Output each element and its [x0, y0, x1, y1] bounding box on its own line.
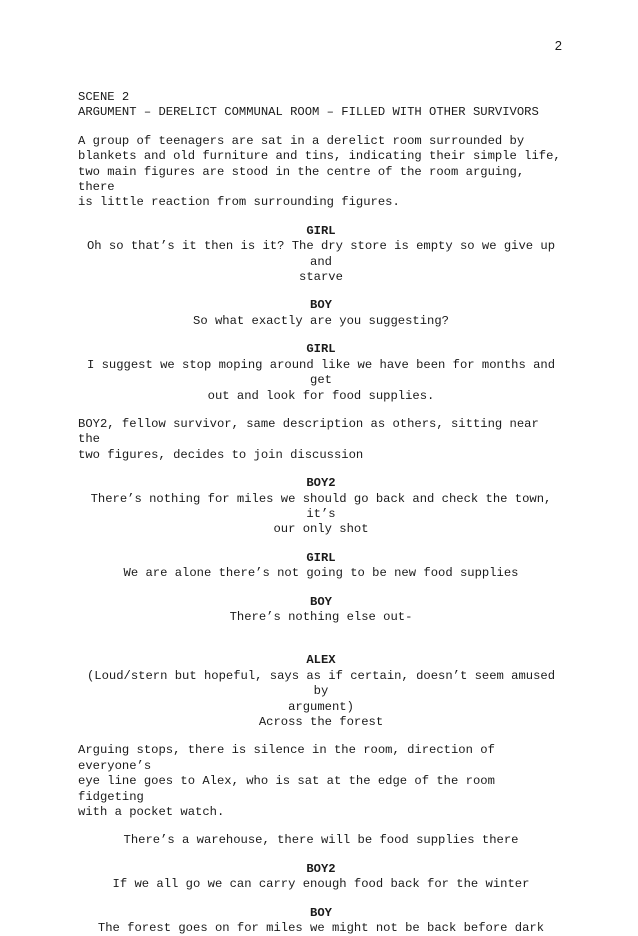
character-name: GIRL	[306, 550, 336, 565]
character-name: BOY	[310, 594, 332, 609]
scene-heading: SCENE 2	[78, 90, 130, 104]
dialogue-line: We are alone there’s not going to be new food supplies	[123, 566, 519, 581]
dialogue-line: There’s nothing else out-	[229, 609, 413, 624]
dialogue-line: I suggest we stop moping around like we have been for months and get out and look for food supplies.	[86, 357, 556, 403]
character-name: BOY2	[306, 476, 336, 491]
dialogue-line: If we all go we can carry enough food back for the winter	[112, 877, 530, 892]
action-paragraph: Arguing stops, there is silence in the room, direction of everyone’s eye line goes to Alex, who is sat at the edge of the room fidgeting with a pocket watch.	[78, 743, 495, 820]
character-name: GIRL	[306, 223, 336, 238]
character-name: ALEX	[306, 653, 336, 668]
dialogue-line: Across the forest	[258, 715, 384, 729]
character-name: GIRL	[306, 342, 336, 357]
action-paragraph: A group of teenagers are sat in a derelict room surrounded by blankets and old furniture and tins, indicating their simple life, two main figures are stood in the centre of the room arguing, there is little reaction from surrounding figures.	[78, 133, 561, 210]
character-name: BOY2	[306, 861, 336, 876]
page-number: 2	[554, 38, 562, 53]
dialogue-line: There’s nothing for miles we should go back and check the town, it’s our only shot	[90, 491, 552, 537]
dialogue-line: Oh so that’s it then is it? The dry store is empty so we give up and starve	[86, 239, 556, 285]
character-name: BOY	[310, 298, 332, 313]
scene-slug: ARGUMENT – DERELICT COMMUNAL ROOM – FILLED WITH OTHER SURVIVORS	[78, 105, 539, 120]
action-paragraph: BOY2, fellow survivor, same description as others, sitting near the two figures, decides to join discussion	[78, 416, 539, 462]
character-name: BOY	[310, 905, 332, 920]
screenplay-body	[78, 90, 564, 936]
dialogue-line: The forest goes on for miles we might not be back before dark	[97, 921, 545, 936]
dialogue-line: So what exactly are you suggesting?	[193, 313, 449, 328]
dialogue-line: There’s a warehouse, there will be food supplies there	[123, 833, 519, 848]
parenthetical: (Loud/stern but hopeful, says as if certain, doesn’t seem amused by argument)	[86, 668, 556, 714]
